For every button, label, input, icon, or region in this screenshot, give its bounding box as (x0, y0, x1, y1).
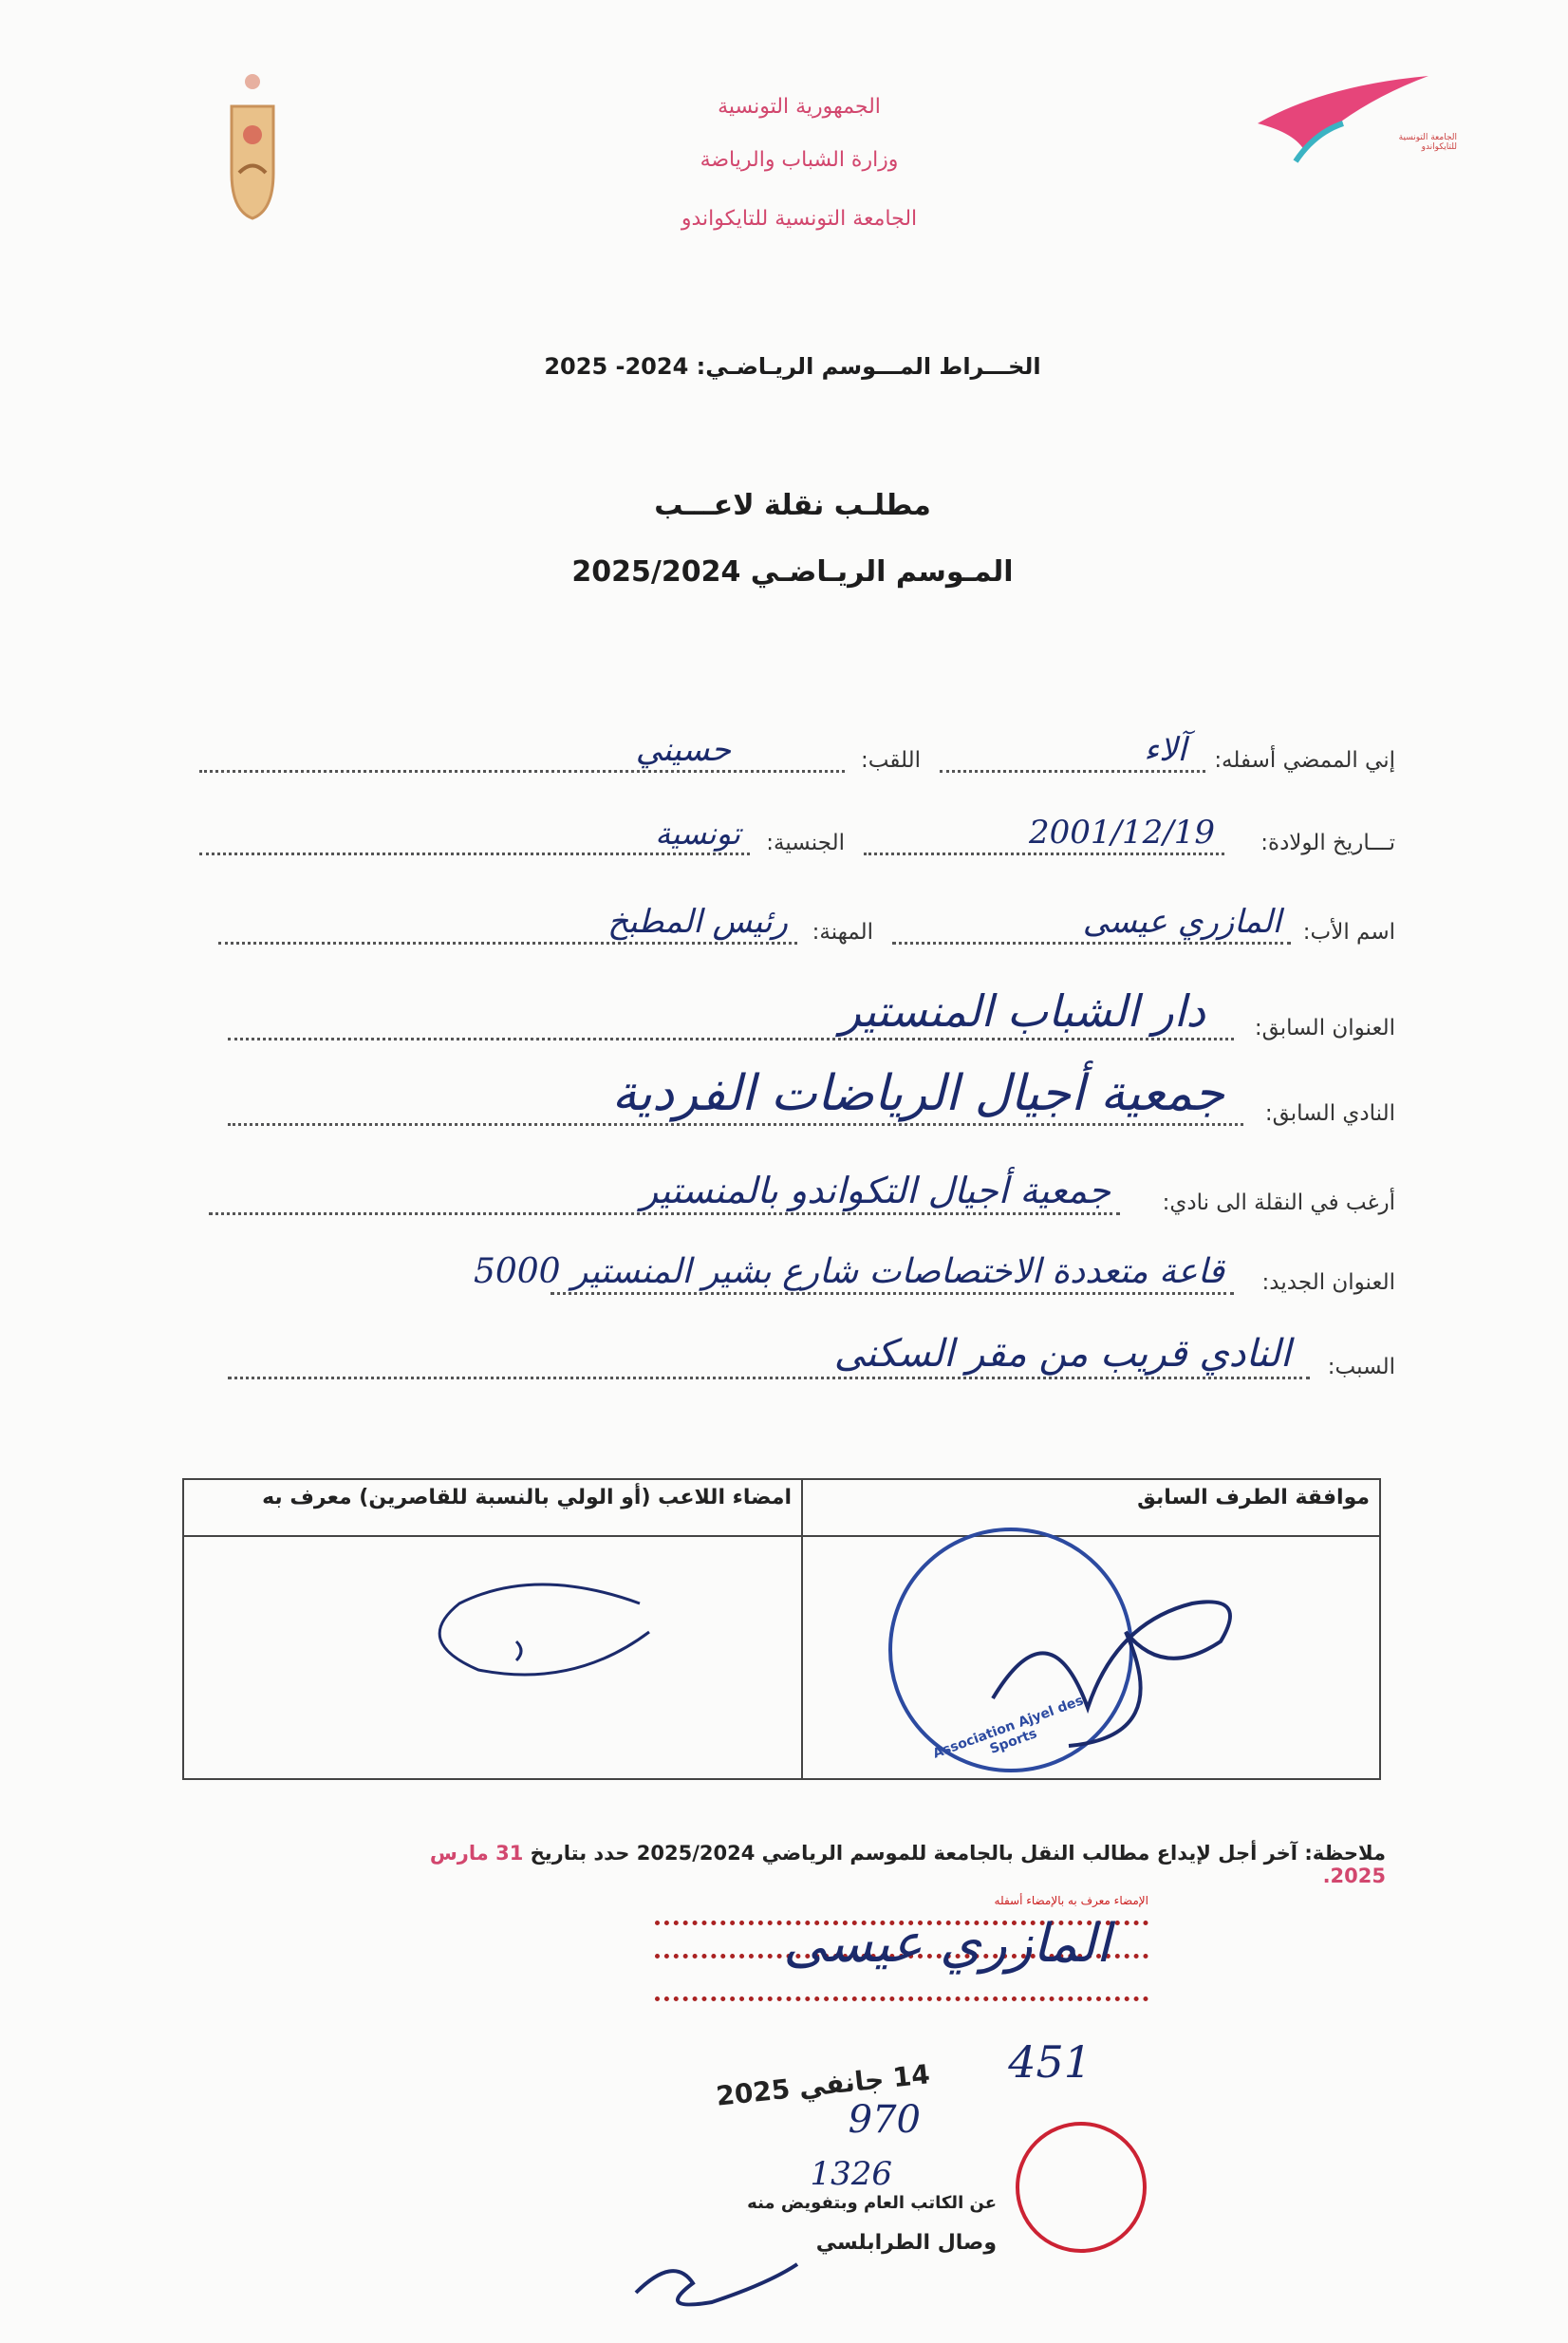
season-line: الخـــراط المـــوسم الريـاضـي: 2024- 2025 (544, 353, 1041, 380)
new-address-value: قاعة متعددة الاختصاصات شارع بشير المنستير 5000 (473, 1252, 1224, 1291)
header-line-republic: الجمهورية التونسية (718, 95, 881, 119)
form-row-reason: السبب: النادي قريب من مقر السكنى (201, 1309, 1395, 1385)
signature-table (182, 1478, 1381, 1780)
father-value: المازري عيسى (1082, 903, 1281, 941)
header-line-federation: الجامعة التونسية للتايكواندو (681, 207, 918, 231)
legalization-date: 14 جانفي 2025 (714, 2058, 932, 2112)
official-signature-icon (617, 2236, 807, 2321)
reason-value: النادي قريب من مقر السكنى (833, 1332, 1291, 1376)
club-stamp-icon: Association Ajyel des Sports (888, 1528, 1133, 1772)
coat-of-arms-icon (226, 68, 279, 220)
federation-logo: الجامعة التونسية للتايكواندو (1239, 66, 1457, 180)
nationality-value: تونسية (655, 815, 740, 852)
previous-party-header: موافقة الطرف السابق (802, 1479, 1380, 1536)
signer-value: آلاء (1144, 731, 1186, 769)
page-subtitle: المـوسم الريـاضـي 2025/2024 (571, 555, 1014, 589)
official-name: وصال الطرابلسي (815, 2231, 997, 2255)
previous-party-cell (802, 1536, 1380, 1779)
player-signature-cell (183, 1536, 802, 1779)
legalized-name: المازري عيسى (783, 1913, 1111, 1975)
page-title: مطلـب نقلة لاعـــب (654, 489, 931, 522)
form-row-name: إني الممضي أسفله: آلاء اللقب: حسيني (201, 722, 1395, 778)
old-address-value: دار الشباب المنستير (839, 985, 1205, 1037)
municipal-stamp-icon (1016, 2122, 1147, 2253)
surname-value: حسيني (635, 731, 731, 769)
form-row-new-address: العنوان الجديد: قاعة متعددة الاختصاصات شارع بشير المنستير 5000 (473, 1252, 1395, 1295)
header-line-ministry: وزارة الشباب والرياضة (700, 148, 899, 172)
form-row-old-address: العنوان السابق: دار الشباب المنستير (201, 980, 1395, 1046)
legalization-stamp: الإمضاء معرف به بالإمضاء أسفله المازري عيسى 14 جانفي 2025 451 970 1326 عن الكاتب العام وبتفويض منه وصال الطرابلسي (636, 1894, 1148, 2331)
form-row-birth: تـــاريخ الولادة: 2001/12/19 الجنسية: تونسية (201, 804, 1395, 861)
form-row-father: اسم الأب: المازري عيسى المهنة: رئيس المطبخ (201, 893, 1395, 950)
deadline-note: ملاحظة: آخر أجل لإيداع مطالب النقل بالجامعة للموسم الرياضي 2025/2024 حدد بتاريخ 31 مارس 2025. (429, 1842, 1386, 1887)
previous-signature-icon (974, 1565, 1259, 1755)
birth-value: 2001/12/19 (1029, 814, 1215, 852)
old-club-value: جمعية أجيال الرياضات الفردية (611, 1065, 1224, 1122)
player-signature-icon (421, 1575, 668, 1698)
new-club-value: جمعية أجيال التكواندو بالمنستير (640, 1170, 1111, 1211)
form-row-new-club: أرغب في النقلة الى نادي: جمعية أجيال التكواندو بالمنستير (201, 1145, 1395, 1221)
form-row-old-club: النادي السابق: جمعية أجيال الرياضات الفردية (201, 1056, 1395, 1132)
job-value: رئيس المطبخ (607, 903, 788, 941)
deadline-date: 31 مارس 2025. (429, 1842, 1386, 1887)
player-signature-header: امضاء اللاعب (أو الولي بالنسبة للقاصرين) معرف به (183, 1479, 802, 1536)
